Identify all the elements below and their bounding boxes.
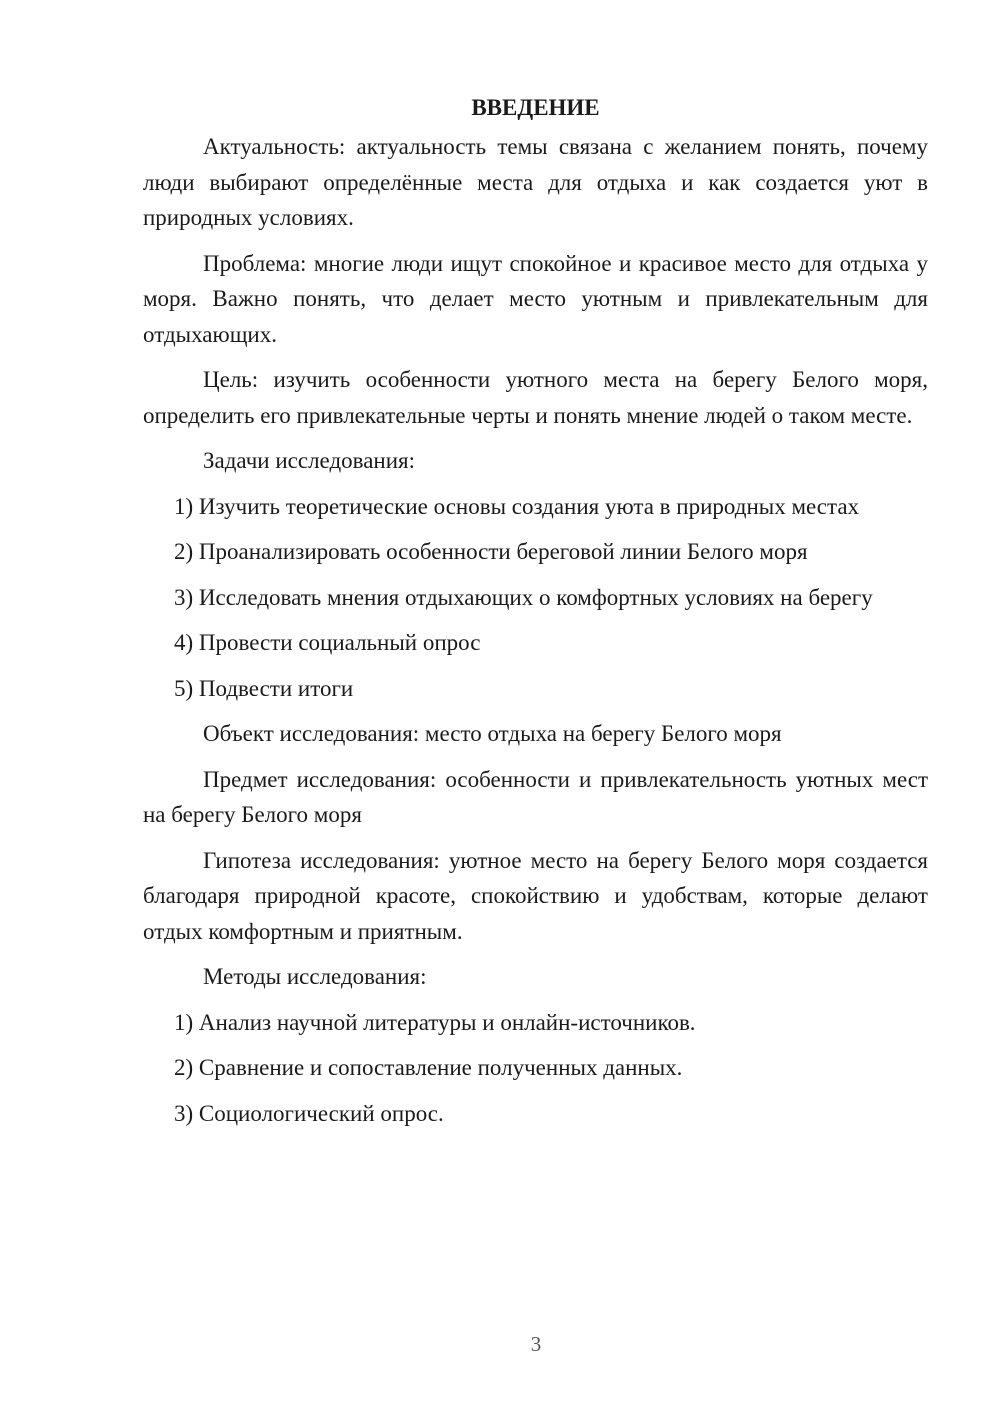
paragraph-hypothesis: Гипотеза исследования: уютное место на берегу Белого моря создается благодаря природной красоте, спокойствию и удобствам, которые делают отдых комфортным и приятным. <box>143 847 928 944</box>
section-title: ВВЕДЕНИЕ <box>471 95 600 120</box>
method-list-item-2: 2) Сравнение и сопоставление полученных данных. <box>174 1055 683 1080</box>
paragraph-object: Объект исследования: место отдыха на берегу Белого моря <box>203 721 782 746</box>
method-list-item-3: 3) Социологический опрос. <box>174 1100 444 1126</box>
page-number: 3 <box>530 1332 542 1356</box>
task-list-item-5: 5) Подвести итоги <box>174 675 354 701</box>
paragraph-relevance: Актуальность: актуальность темы связана с желанием понять, почему люди выбирают определённые места для отдыха и как создается уют в природных условиях. <box>143 134 928 230</box>
task-list-item-3: 3) Исследовать мнения отдыхающих о комфортных условиях на берегу <box>174 584 873 610</box>
method-list-item-1: 1) Анализ научной литературы и онлайн-источников. <box>174 1009 696 1035</box>
paragraph-methods-heading: Методы исследования: <box>203 964 427 989</box>
document-page <box>143 90 928 1141</box>
paragraph-subject: Предмет исследования: особенности и привлекательность уютных мест на берегу Белого моря <box>143 766 928 827</box>
task-list-item-2: 2) Проанализировать особенности береговой линии Белого моря <box>174 539 808 564</box>
paragraph-problem: Проблема: многие люди ищут спокойное и красивое место для отдыха у моря. Важно понять, что делает место уютным и привлекательным для отдыхающих. <box>143 250 928 347</box>
paragraph-goal: Цель: изучить особенности уютного места на берегу Белого моря, определить его привлекательные черты и понять мнение людей о таком месте. <box>143 367 928 428</box>
task-list-item-1: 1) Изучить теоретические основы создания уюта в природных местах <box>174 493 860 519</box>
paragraph-tasks-heading: Задачи исследования: <box>203 448 416 473</box>
task-list-item-4: 4) Провести социальный опрос <box>174 630 481 655</box>
